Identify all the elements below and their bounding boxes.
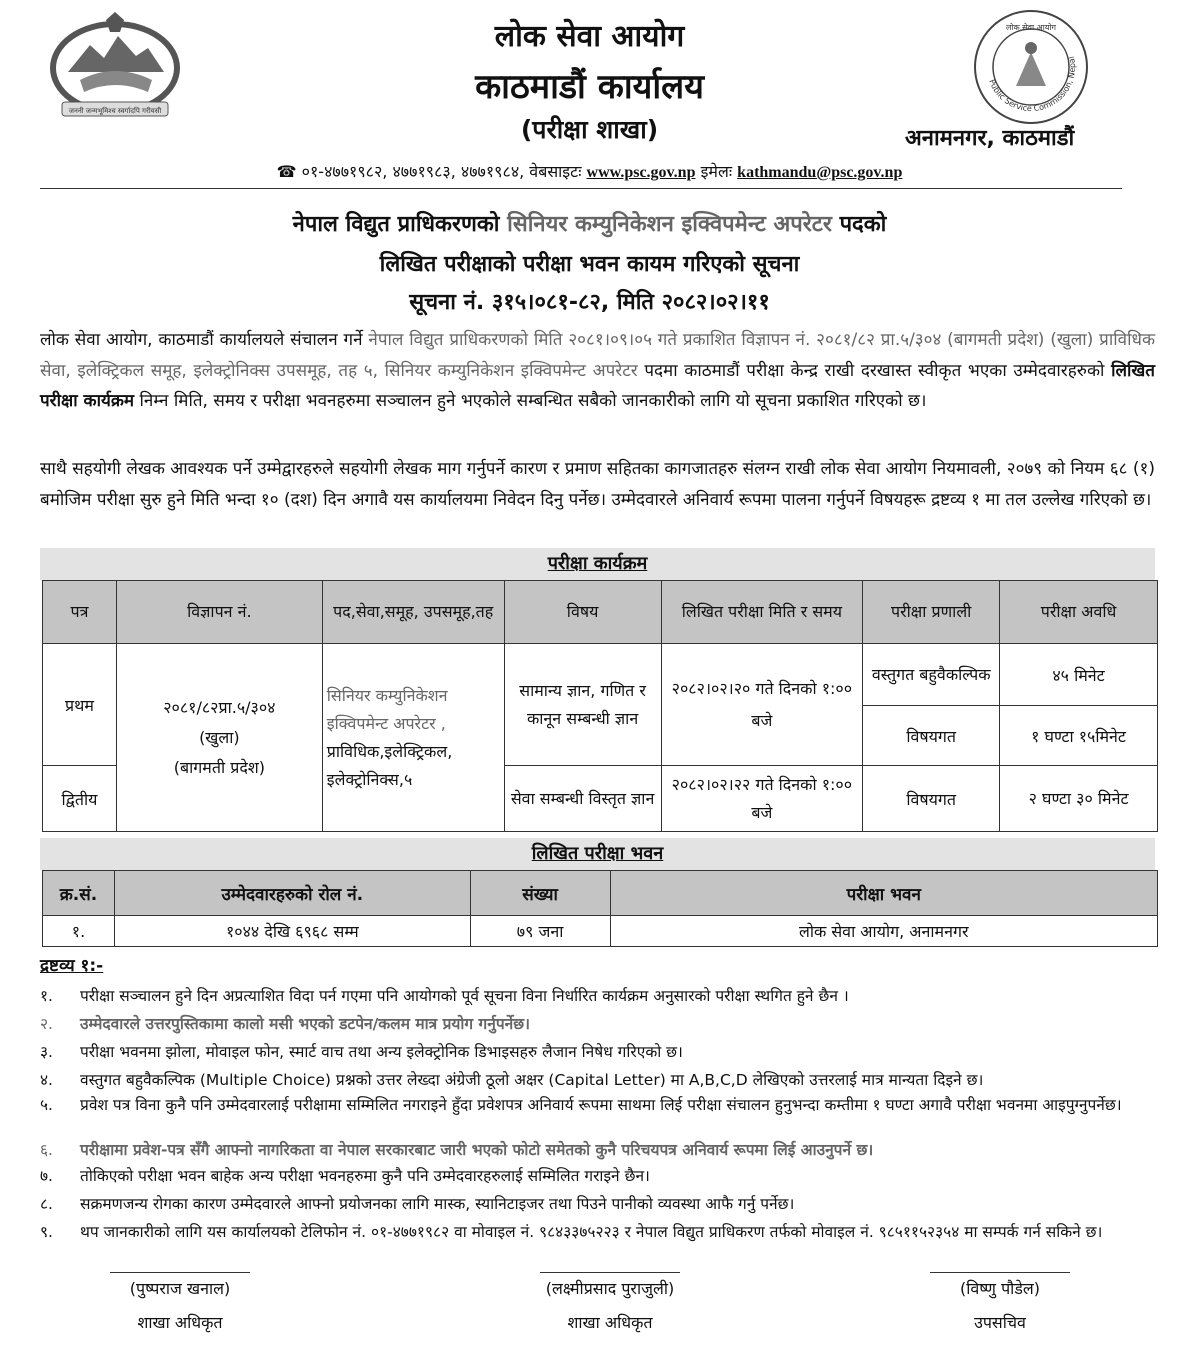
col-subject: विषय bbox=[504, 581, 661, 644]
note-number: ६. bbox=[40, 1141, 53, 1159]
col-venue: परीक्षा भवन bbox=[610, 871, 1157, 916]
col-paper: पत्र bbox=[43, 581, 117, 644]
notice-paragraph-1 bbox=[40, 325, 1155, 417]
venue-header-row bbox=[43, 871, 1158, 916]
contact-line bbox=[0, 160, 1179, 182]
duration-first-a: ४५ मिनेट bbox=[1000, 644, 1158, 706]
signatory-name: (विष्णु पौडेल) bbox=[960, 1279, 1040, 1298]
note-text: उम्मेदवारले उत्तरपुस्तिकामा कालो मसी भएको डटपेन/कलम मात्र प्रयोग गर्नुपर्नेछ। bbox=[80, 1015, 531, 1033]
col-count: संख्या bbox=[470, 871, 610, 916]
seal-top-text: लोक सेवा आयोग bbox=[1005, 23, 1057, 32]
email-link[interactable]: kathmandu@psc.gov.np bbox=[737, 164, 903, 181]
signature-1 bbox=[60, 1272, 300, 1333]
contact-phones: ☎ ०१-४७७१९८२, ४७७१९८३, ४७७१९८४, वेबसाइटः bbox=[276, 162, 582, 181]
col-date: लिखित परीक्षा मिति र समय bbox=[661, 581, 863, 644]
advert-number: २०८१/८२प्रा.५/३०४ bbox=[163, 697, 276, 717]
note-number: ५. bbox=[40, 1096, 53, 1114]
list-item bbox=[40, 1095, 1160, 1115]
col-advert: विज्ञापन नं. bbox=[116, 581, 322, 644]
list-item bbox=[40, 1042, 1160, 1062]
signature-2 bbox=[490, 1272, 730, 1333]
list-item bbox=[40, 1014, 1160, 1034]
website-link[interactable]: www.psc.gov.np bbox=[586, 164, 696, 181]
advert-cell bbox=[116, 644, 322, 832]
organization-name: लोक सेवा आयोग bbox=[494, 19, 685, 54]
list-item bbox=[40, 1222, 1160, 1242]
signatory-title: शाखा अधिकृत bbox=[137, 1313, 223, 1332]
post-cell bbox=[322, 644, 504, 832]
col-sn: क्र.सं. bbox=[43, 871, 115, 916]
notes-heading: द्रष्टव्य १:- bbox=[40, 956, 104, 976]
list-item bbox=[40, 1070, 1160, 1090]
para1-advert: नेपाल विद्युत प्राधिकरणको मिति २०८१।०९।०५ गते प्रकाशित विज्ञापन नं. २०८१/८२ प्रा.५/३०४ (बागमती प्रदेश) (खुला) प्राविधिक सेवा, इलेक्ट्रिकल समूह, इलेक्ट्रोनिक्स उपसमूह, तह ५, सिनियर कम्युनिकेशन इक्विपमेन्ट अपरेटर bbox=[40, 330, 1156, 381]
title-post: सिनियर कम्युनिकेशन इक्विपमेन्ट अपरेटर bbox=[507, 212, 832, 237]
signatory-name: (पुष्पराज खनाल) bbox=[129, 1279, 231, 1298]
note-number: ४. bbox=[40, 1071, 53, 1089]
schedule-heading: परीक्षा कार्यक्रम bbox=[547, 553, 648, 574]
note-number: २. bbox=[40, 1015, 53, 1033]
duration-first-b: १ घण्टा १५मिनेट bbox=[1000, 706, 1158, 766]
col-roll: उम्मेदवारहरुको रोल नं. bbox=[114, 871, 470, 916]
para1-bold: लिखित परीक्षा कार्यक्रम bbox=[40, 360, 1155, 411]
seal-ring-text: Public Service Commission, Nepal bbox=[987, 55, 1078, 114]
venue-heading-band bbox=[40, 838, 1155, 870]
venue-roll-range: १०४४ देखि ६९६८ सम्म bbox=[114, 916, 470, 947]
note-number: ८. bbox=[40, 1195, 53, 1213]
schedule-header-row bbox=[43, 581, 1158, 644]
branch-name: (परीक्षा शाखा) bbox=[520, 115, 659, 144]
notice-number: सूचना नं. ३१५।०८१-८२, मिति २०८२।०२।११ bbox=[409, 290, 770, 315]
subject-first: सामान्य ज्ञान, गणित र कानून सम्बन्धी ज्ञान bbox=[504, 644, 661, 766]
subject-second: सेवा सम्बन्धी विस्तृत ज्ञान bbox=[504, 766, 661, 832]
email-label: इमेलः bbox=[700, 162, 733, 181]
para1-intro: लोक सेवा आयोग, काठमाडौं कार्यालयले संचालन गर्ने bbox=[40, 330, 363, 350]
table-row bbox=[43, 644, 1158, 706]
advert-open: (खुला) bbox=[199, 727, 240, 747]
note-text: तोकिएको परीक्षा भवन बाहेक अन्य परीक्षा भवनहरुमा कुनै पनि उम्मेदवारहरुलाई सम्मिलित गराइने छैन। bbox=[80, 1167, 650, 1185]
note-number: १. bbox=[40, 987, 53, 1005]
post-name: सिनियर कम्युनिकेशन इक्विपमेन्ट अपरेटर , bbox=[326, 685, 448, 733]
date-second: २०८२।०२।२२ गते दिनको १:०० बजे bbox=[661, 766, 863, 832]
note-text: परीक्षा भवनमा झोला, मोवाइल फोन, स्मार्ट वाच तथा अन्य इलेक्ट्रोनिक डिभाइसहरु लैजान निषेध गरिएको छ। bbox=[80, 1043, 683, 1061]
venue-heading: लिखित परीक्षा भवन bbox=[531, 843, 664, 864]
col-duration: परीक्षा अवधि bbox=[1000, 581, 1158, 644]
paper-second: द्वितीय bbox=[43, 766, 117, 832]
note-number: ३. bbox=[40, 1043, 53, 1061]
paper-first: प्रथम bbox=[43, 644, 117, 766]
note-text: थप जानकारीको लागि यस कार्यालयको टेलिफोन नं. ०१-४७७१९८२ वा मोवाइल नं. ९८४३३७५२२३ र नेपाल विद्युत प्राधिकरण तर्फको मोवाइल नं. ९८५११५२३५४ मा सम्पर्क गर्न सकिने छ। bbox=[80, 1223, 1103, 1241]
emblem-motto: जननी जन्मभूमिश्च स्वर्गादपि गरीयसी bbox=[68, 107, 162, 115]
note-text: प्रवेश पत्र विना कुनै पनि उम्मेदवारलाई परीक्षामा सम्मिलित नगराइने हुँदा प्रवेशपत्र अनिवार्य रूपमा साथमा लिई परीक्षा संचालन हुनुभन्दा कम्तीमा १ घण्टा अगावै परीक्षा भवनमा आइपुग्नुपर्नेछ। bbox=[80, 1096, 1122, 1114]
signatory-title: शाखा अधिकृत bbox=[567, 1313, 653, 1332]
advert-province: (बागमती प्रदेश) bbox=[173, 757, 265, 777]
para1-mid: पदमा काठमाडौं परीक्षा केन्द्र राखी दरखास्त स्वीकृत भएका उम्मेदवारहरुको bbox=[644, 360, 1105, 381]
schedule-heading-band bbox=[40, 548, 1155, 580]
para1-end: निम्न मिति, समय र परीक्षा भवनहरुमा सञ्चालन हुने भएकोले सम्बन्धित सबैको जानकारीको लागि यो सूचना प्रकाशित गरिएको छ। bbox=[139, 391, 927, 411]
office-address: अनामनगर, काठमाडौं bbox=[905, 126, 1075, 151]
header-divider bbox=[40, 188, 1122, 189]
list-item bbox=[40, 1166, 1160, 1186]
title-suffix: पदको bbox=[839, 212, 887, 237]
note-text: सक्रमणजन्य रोगका कारण उम्मेदवारले आफ्नो प्रयोजनका लागि मास्क, स्यानिटाइजर तथा पिउने पानीको व्यवस्था आफै गर्नु पर्नेछ। bbox=[80, 1195, 795, 1213]
system-second: विषयगत bbox=[863, 766, 1000, 832]
signature-3 bbox=[880, 1272, 1120, 1333]
title-org: नेपाल विद्युत प्राधिकरणको bbox=[292, 212, 500, 237]
duration-second: २ घण्टा ३० मिनेट bbox=[1000, 766, 1158, 832]
venue-sn: १. bbox=[43, 916, 115, 947]
schedule-table bbox=[42, 580, 1158, 832]
list-item bbox=[40, 1140, 1160, 1160]
date-first: २०८२।०२।२० गते दिनको १:०० बजे bbox=[661, 644, 863, 766]
notice-title-line1 bbox=[0, 208, 1179, 238]
signatory-title: उपसचिव bbox=[974, 1313, 1026, 1332]
office-name: काठमाडौं कार्यालय bbox=[475, 67, 704, 107]
venue-table bbox=[42, 870, 1158, 947]
note-text: परीक्षा सञ्चालन हुने दिन अप्रत्याशित विदा पर्न गएमा पनि आयोगको पूर्व सूचना विना निर्धारित कार्यक्रम अनुसारको परीक्षा स्थगित हुने छैन । bbox=[80, 987, 849, 1005]
col-system: परीक्षा प्रणाली bbox=[863, 581, 1000, 644]
venue-count: ७९ जना bbox=[470, 916, 610, 947]
notice-title-line2: लिखित परीक्षाको परीक्षा भवन कायम गरिएको सूचना bbox=[379, 252, 800, 277]
system-first-a: वस्तुगत बहुवैकल्पिक bbox=[863, 644, 1000, 706]
system-first-b: विषयगत bbox=[863, 706, 1000, 766]
list-item bbox=[40, 986, 1160, 1006]
col-post: पद,सेवा,समूह, उपसमूह,तह bbox=[322, 581, 504, 644]
signatory-name: (लक्ष्मीप्रसाद पुराजुली) bbox=[545, 1279, 675, 1298]
list-item bbox=[40, 1194, 1160, 1214]
note-number: ९. bbox=[40, 1223, 53, 1241]
post-service: प्राविधिक,इलेक्ट्रिकल, इलेक्ट्रोनिक्स,५ bbox=[326, 741, 453, 789]
note-text: वस्तुगत बहुवैकल्पिक (Multiple Choice) प्रश्नको उत्तर लेख्दा अंग्रेजी ठूलो अक्षर (Capital Letter) मा A,B,C,D लेखिएको उत्तरलाई मात्र मान्यता दिइने छ। bbox=[80, 1071, 984, 1089]
venue-place: लोक सेवा आयोग, अनामनगर bbox=[610, 916, 1157, 947]
table-row bbox=[43, 916, 1158, 947]
notice-paragraph-2: साथै सहयोगी लेखक आवश्यक पर्ने उम्मेद्वारहरुले सहयोगी लेखक माग गर्नुपर्ने कारण र प्रमाण सहितका कागजातहरु संलग्न राखी लोक सेवा आयोग नियमावली, २०७९ को नियम ६८ (१) बमोजिम परीक्षा सुरु हुने मिति भन्दा १० (दश) दिन अगावै यस कार्यालयमा निवेदन दिनु पर्नेछ। उम्मेदवारले अनिवार्य रूपमा पालना गर्नुपर्ने विषयहरू द्रष्टव्य १ मा तल उल्लेख गरिएको छ। bbox=[40, 459, 1155, 510]
psc-seal-icon bbox=[972, 8, 1090, 126]
note-text: परीक्षामा प्रवेश-पत्र सँगै आफ्नो नागरिकता वा नेपाल सरकारबाट जारी भएको फोटो समेतको कुनै परिचयपत्र अनिवार्य रूपमा लिई आउनुपर्ने छ। bbox=[80, 1141, 874, 1159]
note-number: ७. bbox=[40, 1167, 53, 1185]
